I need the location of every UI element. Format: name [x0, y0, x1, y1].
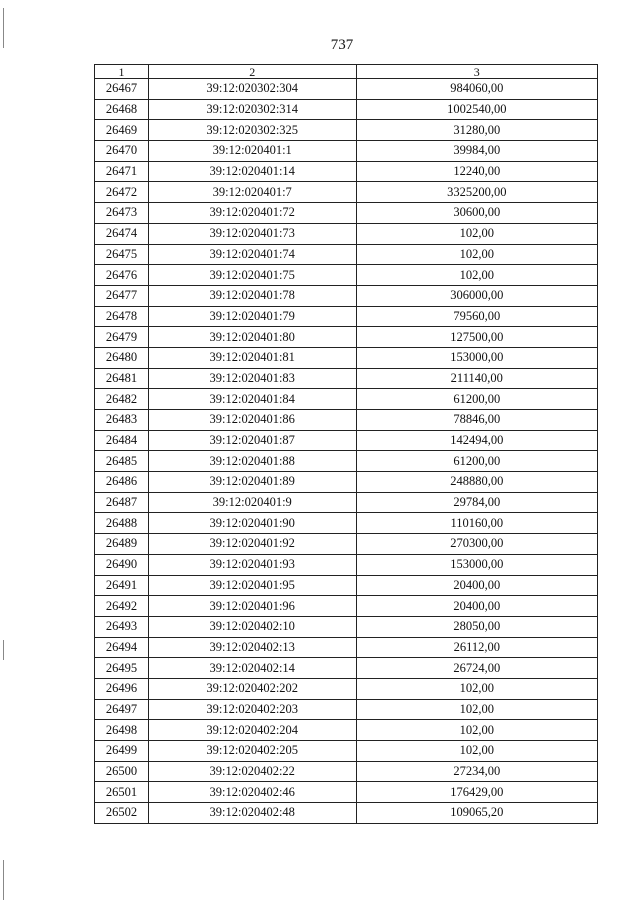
value-cell: 31280,00	[356, 120, 597, 141]
table-row	[95, 161, 598, 182]
row-number-cell: 26499	[95, 741, 149, 762]
row-number-cell: 26493	[95, 616, 149, 637]
value-cell: 3325200,00	[356, 182, 597, 203]
table-row	[95, 782, 598, 803]
row-number-cell: 26479	[95, 327, 149, 348]
value-cell: 26724,00	[356, 658, 597, 679]
cadastral-number-cell: 39:12:020401:80	[148, 327, 356, 348]
column-header-number: 1	[95, 65, 149, 79]
row-number-cell: 26485	[95, 451, 149, 472]
scan-edge-mark	[3, 860, 4, 900]
cadastral-number-cell: 39:12:020302:304	[148, 79, 356, 100]
cadastral-number-cell: 39:12:020401:84	[148, 389, 356, 410]
table-row	[95, 534, 598, 555]
cadastral-number-cell: 39:12:020402:46	[148, 782, 356, 803]
cadastral-number-cell: 39:12:020302:325	[148, 120, 356, 141]
value-cell: 39984,00	[356, 141, 597, 162]
value-cell: 110160,00	[356, 513, 597, 534]
row-number-cell: 26469	[95, 120, 149, 141]
value-cell: 61200,00	[356, 389, 597, 410]
table-header-row	[95, 65, 598, 79]
row-number-cell: 26496	[95, 678, 149, 699]
table-row	[95, 554, 598, 575]
cadastral-number-cell: 39:12:020402:10	[148, 616, 356, 637]
row-number-cell: 26472	[95, 182, 149, 203]
row-number-cell: 26491	[95, 575, 149, 596]
value-cell: 153000,00	[356, 554, 597, 575]
cadastral-number-cell: 39:12:020401:93	[148, 554, 356, 575]
row-number-cell: 26477	[95, 285, 149, 306]
value-cell: 153000,00	[356, 347, 597, 368]
table-row	[95, 451, 598, 472]
cadastral-number-cell: 39:12:020402:22	[148, 761, 356, 782]
column-header-value: 3	[356, 65, 597, 79]
row-number-cell: 26488	[95, 513, 149, 534]
column-header-cadastral-number: 2	[148, 65, 356, 79]
table-row	[95, 327, 598, 348]
value-cell: 79560,00	[356, 306, 597, 327]
cadastral-number-cell: 39:12:020401:73	[148, 223, 356, 244]
row-number-cell: 26480	[95, 347, 149, 368]
table-body	[95, 79, 598, 824]
table-row	[95, 120, 598, 141]
value-cell: 27234,00	[356, 761, 597, 782]
value-cell: 102,00	[356, 678, 597, 699]
table-row	[95, 203, 598, 224]
row-number-cell: 26486	[95, 472, 149, 493]
value-cell: 306000,00	[356, 285, 597, 306]
value-cell: 102,00	[356, 720, 597, 741]
table-row	[95, 389, 598, 410]
table-row	[95, 575, 598, 596]
cadastral-number-cell: 39:12:020401:86	[148, 410, 356, 431]
table-row	[95, 658, 598, 679]
cadastral-number-cell: 39:12:020401:95	[148, 575, 356, 596]
value-cell: 1002540,00	[356, 99, 597, 120]
cadastral-number-cell: 39:12:020402:48	[148, 803, 356, 824]
cadastral-number-cell: 39:12:020401:89	[148, 472, 356, 493]
row-number-cell: 26502	[95, 803, 149, 824]
row-number-cell: 26484	[95, 430, 149, 451]
cadastral-number-cell: 39:12:020401:78	[148, 285, 356, 306]
row-number-cell: 26498	[95, 720, 149, 741]
table-row	[95, 182, 598, 203]
value-cell: 102,00	[356, 223, 597, 244]
cadastral-number-cell: 39:12:020401:9	[148, 492, 356, 513]
scan-edge-mark	[3, 640, 4, 660]
cadastral-number-cell: 39:12:020401:87	[148, 430, 356, 451]
row-number-cell: 26475	[95, 244, 149, 265]
table-row	[95, 472, 598, 493]
table-row	[95, 223, 598, 244]
table-row	[95, 410, 598, 431]
cadastral-number-cell: 39:12:020401:14	[148, 161, 356, 182]
row-number-cell: 26501	[95, 782, 149, 803]
row-number-cell: 26500	[95, 761, 149, 782]
row-number-cell: 26483	[95, 410, 149, 431]
cadastral-number-cell: 39:12:020401:74	[148, 244, 356, 265]
cadastral-number-cell: 39:12:020402:205	[148, 741, 356, 762]
table-row	[95, 492, 598, 513]
value-cell: 102,00	[356, 699, 597, 720]
table-row	[95, 141, 598, 162]
table-row	[95, 803, 598, 824]
table-row	[95, 720, 598, 741]
table-row	[95, 368, 598, 389]
value-cell: 176429,00	[356, 782, 597, 803]
value-cell: 127500,00	[356, 327, 597, 348]
row-number-cell: 26468	[95, 99, 149, 120]
cadastral-number-cell: 39:12:020402:202	[148, 678, 356, 699]
value-cell: 102,00	[356, 244, 597, 265]
registry-table	[94, 64, 598, 824]
row-number-cell: 26482	[95, 389, 149, 410]
row-number-cell: 26494	[95, 637, 149, 658]
value-cell: 29784,00	[356, 492, 597, 513]
row-number-cell: 26474	[95, 223, 149, 244]
row-number-cell: 26487	[95, 492, 149, 513]
row-number-cell: 26473	[95, 203, 149, 224]
cadastral-number-cell: 39:12:020401:90	[148, 513, 356, 534]
cadastral-number-cell: 39:12:020401:83	[148, 368, 356, 389]
table-row	[95, 699, 598, 720]
value-cell: 102,00	[356, 741, 597, 762]
table-row	[95, 596, 598, 617]
row-number-cell: 26471	[95, 161, 149, 182]
row-number-cell: 26497	[95, 699, 149, 720]
cadastral-number-cell: 39:12:020401:88	[148, 451, 356, 472]
table-row	[95, 637, 598, 658]
table-row	[95, 678, 598, 699]
scan-edge-mark	[3, 8, 4, 48]
cadastral-number-cell: 39:12:020401:75	[148, 265, 356, 286]
row-number-cell: 26478	[95, 306, 149, 327]
cadastral-number-cell: 39:12:020402:204	[148, 720, 356, 741]
table-row	[95, 285, 598, 306]
value-cell: 20400,00	[356, 596, 597, 617]
cadastral-number-cell: 39:12:020401:96	[148, 596, 356, 617]
value-cell: 142494,00	[356, 430, 597, 451]
row-number-cell: 26492	[95, 596, 149, 617]
table-row	[95, 265, 598, 286]
cadastral-number-cell: 39:12:020401:92	[148, 534, 356, 555]
table-row	[95, 99, 598, 120]
row-number-cell: 26481	[95, 368, 149, 389]
table-row	[95, 79, 598, 100]
cadastral-number-cell: 39:12:020401:81	[148, 347, 356, 368]
value-cell: 211140,00	[356, 368, 597, 389]
table-row	[95, 761, 598, 782]
value-cell: 102,00	[356, 265, 597, 286]
cadastral-number-cell: 39:12:020302:314	[148, 99, 356, 120]
table-row	[95, 244, 598, 265]
value-cell: 20400,00	[356, 575, 597, 596]
table-row	[95, 513, 598, 534]
cadastral-number-cell: 39:12:020402:203	[148, 699, 356, 720]
cadastral-number-cell: 39:12:020402:13	[148, 637, 356, 658]
table-row	[95, 306, 598, 327]
row-number-cell: 26467	[95, 79, 149, 100]
row-number-cell: 26476	[95, 265, 149, 286]
value-cell: 61200,00	[356, 451, 597, 472]
value-cell: 984060,00	[356, 79, 597, 100]
value-cell: 270300,00	[356, 534, 597, 555]
table-row	[95, 430, 598, 451]
table-row	[95, 347, 598, 368]
table-row	[95, 616, 598, 637]
cadastral-number-cell: 39:12:020401:1	[148, 141, 356, 162]
row-number-cell: 26495	[95, 658, 149, 679]
row-number-cell: 26490	[95, 554, 149, 575]
cadastral-number-cell: 39:12:020401:79	[148, 306, 356, 327]
cadastral-number-cell: 39:12:020402:14	[148, 658, 356, 679]
value-cell: 109065,20	[356, 803, 597, 824]
cadastral-number-cell: 39:12:020401:7	[148, 182, 356, 203]
cadastral-number-cell: 39:12:020401:72	[148, 203, 356, 224]
value-cell: 26112,00	[356, 637, 597, 658]
page-number: 737	[330, 37, 354, 53]
row-number-cell: 26489	[95, 534, 149, 555]
row-number-cell: 26470	[95, 141, 149, 162]
value-cell: 12240,00	[356, 161, 597, 182]
value-cell: 248880,00	[356, 472, 597, 493]
value-cell: 28050,00	[356, 616, 597, 637]
value-cell: 78846,00	[356, 410, 597, 431]
table-row	[95, 741, 598, 762]
value-cell: 30600,00	[356, 203, 597, 224]
